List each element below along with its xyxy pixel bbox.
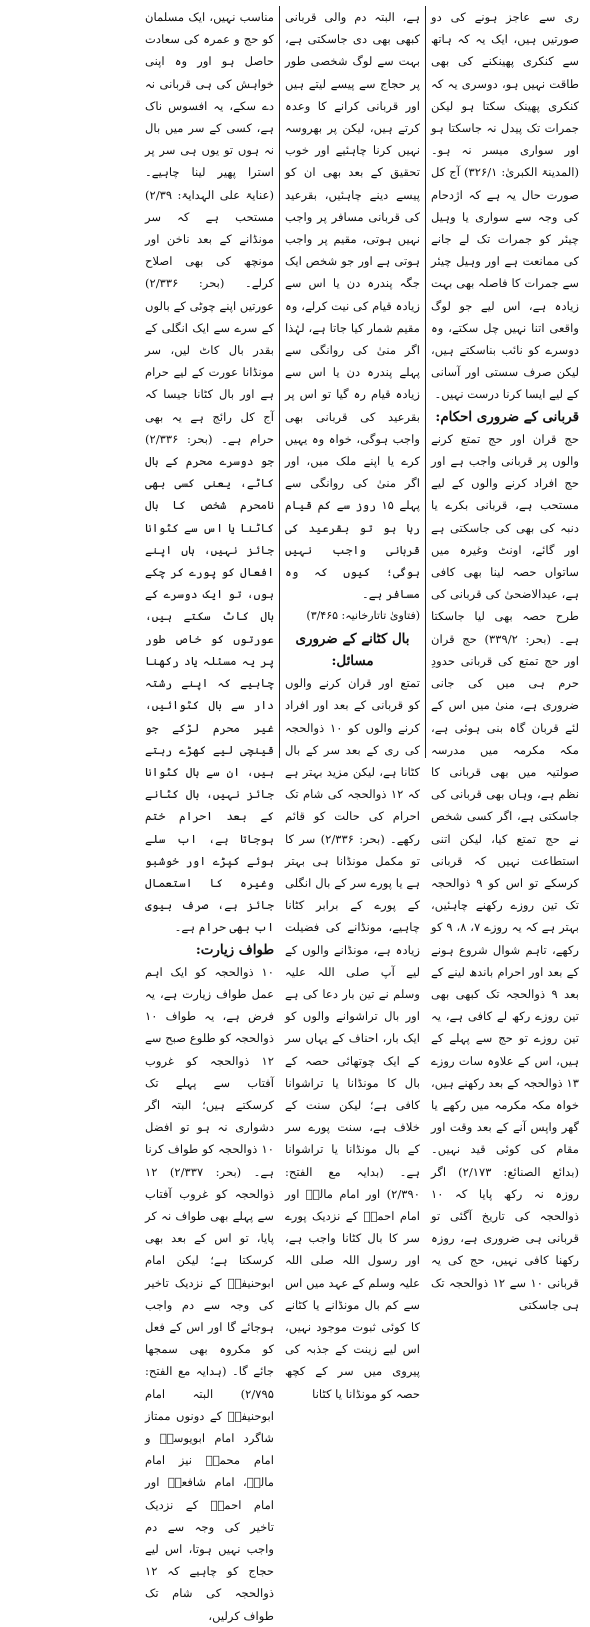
section-heading-haircut: بال کٹانے کے ضروری مسائل: [295,630,410,669]
column-2 [280,6,426,1401]
column-1 [426,6,584,1312]
paragraph: حج قران اور حج تمتع کرنے والوں پر قربانی واجب ہے اور حج افراد کرنے والوں کے لیے مستحب ہے، قربانی بکرے یا دنبہ کی بھی کی جاسکتی ہے اور گائے، اونٹ وغیرہ میں ساتواں حصہ لینا بھی کافی ہے، عیدالاضحیٰ کی قربانی کی طرح حصہ بھی لیا جاسکتا ہے۔ (بحر: ۳۳۹/۲) حج قران اور حج تمتع کی قربانی حدودِ حرم ہی میں کی جانی ضروری ہے، منیٰ میں اس کے لئے قربان گاہ بنی ہوئی ہے، مکہ مکرمہ میں مدرسہ صولتیہ میں بھی قربانی کا نظم ہے، وہاں بھی قربانی کی جاسکتی ہے، اگر کسی شخص نے حج تمتع کیا، لیکن اتنی استطاعت نہیں کہ قربانی کرسکے تو اس کو ۹ ذوالحجہ تک تین روزے رکھنے چاہئیں، بہتر ہے کہ یہ روزے ۷، ۸، ۹ کو رکھے، تاہم شوال شروع ہونے کے بعد اور احرام باندھ لینے کے بعد ۹ ذوالحجہ تک کبھی بھی تین روزے رکھ لے کافی ہے، یہ تین روزے تو حج سے پہلے کے ہیں، اس کے علاوہ سات روزے ۱۳ ذوالحجہ کے بعد رکھنے ہیں، خواہ مکہ مکرمہ میں رکھے یا گھر واپس آنے کے بعد وقت اور مقام کی کوئی قید نہیں۔ (بدائع الصنائع: ۲/۱۷۳) اگر روزہ نہ رکھ پایا کہ ۱۰ ذوالحجہ کی تاریخ آگئی تو قربانی ہی ضروری ہے، روزہ رکھنا کافی نہیں، حج کی یہ قربانی ۱۰ سے ۱۲ ذوالحجہ تک ہی جاسکتی [431,431,579,1312]
column-3 [140,6,280,1623]
reference-note: (فتاویٰ تاتارخانیہ: ۳/۴۶۵) [306,609,420,623]
paragraph: ہے، البتہ دم والی قربانی کبھی بھی دی جاسکتی ہے، بہت سے لوگ شخصی طور پر حجاج سے پیسے لیتے ہیں اور قربانی کرانے کا وعدہ کرتے ہیں، لیکن پر بھروسہ نہیں کرنا چاہئیے اور خوب تحقیق کے بعد بھی ان کو پیسے دینے چاہئیں، بقرعید کی قربانی مسافر پر واجب نہیں ہوتی، مقیم پر واجب ہوتی ہے اور جو شخص ایک جگہ پندرہ دن یا اس سے زیادہ قیام کی نیت کرلے، وہ مقیم شمار کیا جاتا ہے، لہٰذا اگر منیٰ کی روانگی سے پہلے پندرہ دن یا اس سے زیادہ قیام رہ گیا تو اس پر بقرعید کی قربانی بھی واجب ہوگی، خواہ وہ یہیں کرے یا اپنے ملک میں، اور اگر منیٰ کی روانگی سے پہلے ۱۵ روز سے کم قیام رہا ہو تو بقرعید کی قربانی واجب نہیں ہوگی؛ کیوں کہ وہ مسافر ہے۔ [285,10,421,602]
paragraph: مناسب نہیں، ایک مسلمان کو حج و عمرہ کی سعادت حاصل ہو اور وہ اپنی خواہش کی ہی قربانی نہ دے سکے، یہ افسوس ناک ہے، کسی کے سر میں بال نہ ہوں تو یوں ہی سر پر استرا پھیر لینا چاہیے۔ (عنایۃ علی الہدایۃ: ۲/۳۹) مستحب ہے کہ سر مونڈانے کے بعد ناخن اور مونچھ کی بھی اصلاح کرلے۔ (بحر: ۲/۳۳۶) عورتیں اپنے چوٹی کے بالوں کے سرے سے ایک انگلی کے بقدر بال کاٹ لیں، سر مونڈانا عورت کے لیے حرام ہے اور بال کٹانا جیسا کہ آج کل رائج ہے یہ بھی حرام ہے۔ (بحر: ۲/۳۳۶) جو دوسرے محرم کے بال کاٹے، یعنی کسی بھی نامحرم شخص کا بال کاٹنا یا اس سے کٹوانا جائز نہیں، ہاں اپنے افعال کو پورے کر چکے ہوں، تو ایک دوسرے کے بال کاٹ سکتے ہیں، عورتوں کو خاص طور پر یہ مسئلہ یاد رکھنا چاہیے کہ اپنے رشتہ دار سے بال کٹوائیں، غیر محرم لڑکے جو قینچی لیے کھڑے رہتے ہیں، ان سے بال کٹوانا جائز نہیں، بال کٹانے کے بعد احرام ختم ہوجاتا ہے، اب سلے ہوئے کپڑے اور خوشبو وغیرہ کا استعمال جائز ہے، صرف بیوی اب بھی حرام ہے۔ [145,10,274,935]
paragraph: تمتع اور قران کرنے والوں کو قربانی کے بعد اور افراد کرنے والوں کو ۱۰ ذوالحجہ کی ری کے بعد سر کے بال کٹانا ہے، لیکن مزید بہتر ہے کہ ۱۲ ذوالحجہ کی شام تک احرام کی حالت کو قائم رکھے۔ (بحر: ۲/۳۳۶) سر کا تو مکمل مونڈانا ہی بہتر ہے یا پورے سر کے بال انگلی کے پورے کے برابر کٹانا چاہیے، مونڈانے کی فضیلت زیادہ ہے، مونڈانے والوں کے لیے آپ صلی اللہ علیہ وسلم نے تین بار دعا کی ہے اور بال تراشوانے والوں کو ایک بار، احناف کے یہاں سر کے ایک چوتھائی حصہ کے بال کا مونڈانا یا تراشوانا کافی ہے؛ لیکن سنت کے خلاف ہے، سنت پورے سر کے بال مونڈانا یا تراشوانا ہے۔ (بدایہ مع الفتح: ۲/۳۹۰) اور امام مالکؒ اور امام احمدؒ کے نزدیک پورے سر کا بال کٹانا واجب ہے، اور رسول اللہ صلی اللہ علیہ وسلم کے عہد میں اس سے کم بال مونڈانے یا کٹانے کا کوئی ثبوت موجود نہیں، اس لیے زینت کے جذبہ کی پیروی میں سر کے کچھ حصہ کو مونڈانا یا کٹانا [285,676,421,1401]
paragraph: ری سے عاجز ہونے کی دو صورتیں ہیں، ایک یہ کہ ہاتھ سے کنکری پھینکنے کی بھی طاقت نہیں ہو، دوسری یہ کہ کنکری پھینک سکتا ہو لیکن جمرات تک پیدل نہ جاسکتا ہو اور سواری میسر نہ ہو۔ (المدینۃ الکبریٰ: ۳۲۶/۱) آج کل صورت حال یہ ہے کہ اژدحام کی وجہ سے سواری یا وہیل چیئر کو جمرات تک لے جانے کی ممانعت ہے اور وہیل چیئر سے جمرات کا فاصلہ بھی بہت زیادہ ہے، اس لیے جو لوگ واقعی اتنا نہیں چل سکتے، وہ دوسرے کو نائب بناسکتے ہیں، لیکن صرف سستی اور آسانی کے لیے ایسا کرنا درست نہیں۔ [431,10,579,402]
section-heading-tawaf-ziyarat: طواف زیارت: [195,941,274,958]
section-heading-qurbani: قربانی کے ضروری احکام: [435,408,579,425]
paragraph: ۱۰ ذوالحجہ کو ایک اہم عمل طواف زیارت ہے، یہ فرض ہے، یہ طواف ۱۰ ذوالحجہ کو طلوع صبح سے ۱۲ ذوالحجہ کو غروب آفتاب سے پہلے تک کرسکتے ہیں؛ البتہ اگر دشواری نہ ہو تو افضل ۱۰ ذوالحجہ کو طواف کرنا ہے۔ (بحر: ۲/۳۳۷) ۱۲ ذوالحجہ کو غروب آفتاب سے پہلے بھی طواف نہ کر پایا، تو اس کے بعد بھی کرسکتا ہے؛ لیکن امام ابوحنیفہؒ کے نزدیک تاخیر کی وجہ سے دم واجب ہوجائے گا اور اس کے فعل کو مکروہ بھی سمجھا جائے گا۔ (ہدایہ مع الفتح: ۲/۷۹۵) البتہ امام ابوحنیفہؒ کے دونوں ممتاز شاگرد امام ابویوسفؒ و امام محمدؒ نیز امام مالکؒ، امام شافعیؒ اور امام احمدؒ کے نزدیک تاخیر کی وجہ سے دم واجب نہیں ہوتا، اس لیے حجاج کو چاہیے کہ ۱۲ ذوالحجہ کی شام تک طواف کرلیں، [145,964,274,1623]
